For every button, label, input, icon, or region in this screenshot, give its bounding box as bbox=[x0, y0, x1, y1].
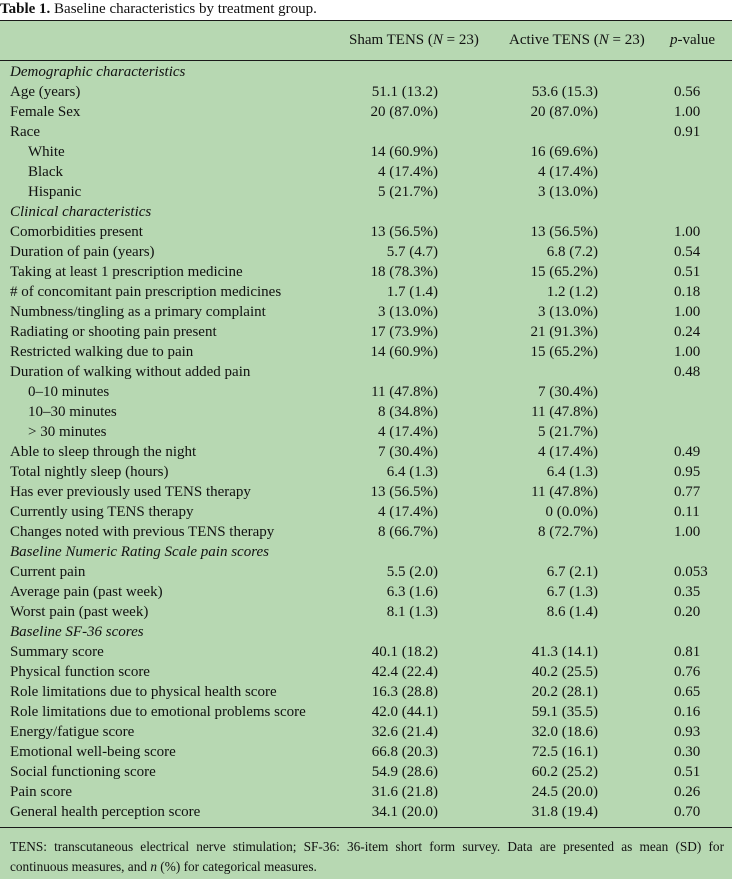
table-row bbox=[0, 682, 732, 702]
table-row bbox=[0, 702, 732, 722]
active-value: 59.1 (35.5) bbox=[531, 704, 598, 720]
sham-value: 42.0 (44.1) bbox=[371, 704, 438, 720]
table-row bbox=[0, 582, 732, 602]
table-row bbox=[0, 182, 732, 202]
table-row bbox=[0, 522, 732, 542]
active-value: 6.7 (1.3) bbox=[546, 584, 598, 600]
sham-value: 20 (87.0%) bbox=[370, 104, 438, 120]
sham-value: 31.6 (21.8) bbox=[371, 784, 438, 800]
active-value: 41.3 (14.1) bbox=[531, 644, 598, 660]
table-row bbox=[0, 362, 732, 382]
table-footnote: TENS: transcutaneous electrical nerve stimulation; SF-36: 36-item short form survey. Data are presented as mean (SD) for continuous measures, and n (%) for categorical measures. bbox=[10, 839, 724, 874]
sham-value: 14 (60.9%) bbox=[370, 144, 438, 160]
sham-value: 51.1 (13.2) bbox=[371, 84, 438, 100]
sham-value: 54.9 (28.6) bbox=[371, 764, 438, 780]
active-value: 0 (0.0%) bbox=[545, 504, 598, 520]
row-label: Duration of walking without added pain bbox=[10, 364, 251, 380]
row-label: Black bbox=[28, 164, 63, 180]
active-value: 15 (65.2%) bbox=[530, 344, 598, 360]
p-value: 0.93 bbox=[674, 724, 701, 740]
row-label: Average pain (past week) bbox=[10, 584, 163, 600]
row-label: Has ever previously used TENS therapy bbox=[10, 484, 251, 500]
section-heading-row bbox=[0, 62, 732, 82]
active-value: 6.8 (7.2) bbox=[546, 244, 598, 260]
row-label: Social functioning score bbox=[10, 764, 156, 780]
active-value: 6.7 (2.1) bbox=[546, 564, 598, 580]
header-active-tens: Active TENS (N = 23) bbox=[509, 32, 645, 48]
sham-value: 5.5 (2.0) bbox=[386, 564, 438, 580]
sham-value: 11 (47.8%) bbox=[371, 384, 438, 400]
active-value: 3 (13.0%) bbox=[538, 184, 598, 200]
sham-value: 32.6 (21.4) bbox=[371, 724, 438, 740]
p-value: 0.95 bbox=[674, 464, 701, 480]
sham-value: 42.4 (22.4) bbox=[371, 664, 438, 680]
row-label: Role limitations due to physical health score bbox=[10, 684, 277, 700]
row-label: General health perception score bbox=[10, 804, 201, 820]
active-value: 8.6 (1.4) bbox=[546, 604, 598, 620]
active-value: 3 (13.0%) bbox=[538, 304, 598, 320]
table-row bbox=[0, 722, 732, 742]
sham-value: 5.7 (4.7) bbox=[386, 244, 438, 260]
active-value: 5 (21.7%) bbox=[538, 424, 598, 440]
row-label: > 30 minutes bbox=[28, 424, 107, 440]
sham-value: 5 (21.7%) bbox=[378, 184, 438, 200]
active-value: 1.2 (1.2) bbox=[546, 284, 598, 300]
table-row bbox=[0, 802, 732, 822]
section-heading-row bbox=[0, 622, 732, 642]
row-label: Numbness/tingling as a primary complaint bbox=[10, 304, 266, 320]
active-value: 13 (56.5%) bbox=[530, 224, 598, 240]
p-value: 1.00 bbox=[674, 104, 701, 120]
table-row bbox=[0, 242, 732, 262]
p-value: 0.91 bbox=[674, 124, 701, 140]
row-label: Pain score bbox=[10, 784, 73, 800]
row-label: Able to sleep through the night bbox=[10, 444, 197, 460]
row-label: Duration of pain (years) bbox=[10, 244, 155, 260]
p-value: 0.30 bbox=[674, 744, 701, 760]
row-label: Energy/fatigue score bbox=[10, 724, 135, 740]
sham-value: 4 (17.4%) bbox=[378, 504, 438, 520]
sham-value: 8 (34.8%) bbox=[378, 404, 438, 420]
row-label: 10–30 minutes bbox=[28, 404, 117, 420]
table-row bbox=[0, 402, 732, 422]
table-row bbox=[0, 502, 732, 522]
sham-value: 17 (73.9%) bbox=[370, 324, 438, 340]
section-heading-row bbox=[0, 202, 732, 222]
row-label: Demographic characteristics bbox=[10, 64, 186, 80]
row-label: Taking at least 1 prescription medicine bbox=[10, 264, 243, 280]
row-label: Emotional well-being score bbox=[10, 744, 176, 760]
active-value: 15 (65.2%) bbox=[530, 264, 598, 280]
active-value: 4 (17.4%) bbox=[538, 444, 598, 460]
sham-value: 1.7 (1.4) bbox=[386, 284, 438, 300]
active-value: 32.0 (18.6) bbox=[531, 724, 598, 740]
sham-value: 14 (60.9%) bbox=[370, 344, 438, 360]
active-value: 21 (91.3%) bbox=[530, 324, 598, 340]
row-label: Role limitations due to emotional problems score bbox=[10, 704, 306, 720]
p-value: 1.00 bbox=[674, 344, 701, 360]
p-value: 0.20 bbox=[674, 604, 701, 620]
row-label: Race bbox=[10, 124, 40, 140]
active-value: 60.2 (25.2) bbox=[531, 764, 598, 780]
active-value: 40.2 (25.5) bbox=[531, 664, 598, 680]
section-heading-row bbox=[0, 542, 732, 562]
sham-value: 34.1 (20.0) bbox=[371, 804, 438, 820]
p-value: 1.00 bbox=[674, 224, 701, 240]
table-caption-text: Baseline characteristics by treatment group. bbox=[54, 1, 317, 17]
row-label: Clinical characteristics bbox=[10, 204, 152, 220]
row-label: Worst pain (past week) bbox=[10, 604, 149, 620]
table-row bbox=[0, 602, 732, 622]
row-label: Comorbidities present bbox=[10, 224, 143, 240]
row-label: 0–10 minutes bbox=[28, 384, 110, 400]
active-value: 72.5 (16.1) bbox=[531, 744, 598, 760]
active-value: 16 (69.6%) bbox=[530, 144, 598, 160]
sham-value: 18 (78.3%) bbox=[370, 264, 438, 280]
table-caption bbox=[0, 0, 317, 19]
p-value: 0.56 bbox=[674, 84, 701, 100]
p-value: 0.18 bbox=[674, 284, 701, 300]
row-label: Summary score bbox=[10, 644, 104, 660]
row-label: White bbox=[28, 144, 65, 160]
row-label: Baseline Numeric Rating Scale pain scores bbox=[10, 544, 269, 560]
active-value: 11 (47.8%) bbox=[531, 404, 598, 420]
table-caption-label: Table 1. bbox=[0, 1, 51, 17]
table-row bbox=[0, 82, 732, 102]
table-row bbox=[0, 662, 732, 682]
active-value: 6.4 (1.3) bbox=[546, 464, 598, 480]
p-value: 0.35 bbox=[674, 584, 701, 600]
table-row bbox=[0, 262, 732, 282]
table-row bbox=[0, 162, 732, 182]
p-value: 0.65 bbox=[674, 684, 701, 700]
p-value: 1.00 bbox=[674, 304, 701, 320]
p-value: 0.76 bbox=[674, 664, 701, 680]
table-row bbox=[0, 482, 732, 502]
row-label: Currently using TENS therapy bbox=[10, 504, 194, 520]
table-row bbox=[0, 642, 732, 662]
table-row bbox=[0, 382, 732, 402]
row-label: Age (years) bbox=[10, 84, 81, 100]
active-value: 11 (47.8%) bbox=[531, 484, 598, 500]
row-label: Hispanic bbox=[28, 184, 82, 200]
sham-value: 6.3 (1.6) bbox=[386, 584, 438, 600]
p-value: 0.16 bbox=[674, 704, 701, 720]
row-label: Female Sex bbox=[10, 104, 81, 120]
table-row bbox=[0, 102, 732, 122]
table-row bbox=[0, 142, 732, 162]
p-value: 0.11 bbox=[674, 504, 700, 520]
sham-value: 13 (56.5%) bbox=[370, 484, 438, 500]
sham-value: 8 (66.7%) bbox=[378, 524, 438, 540]
sham-value: 66.8 (20.3) bbox=[371, 744, 438, 760]
table-row bbox=[0, 222, 732, 242]
header-sham-tens: Sham TENS (N = 23) bbox=[349, 32, 479, 48]
row-label: # of concomitant pain prescription medicines bbox=[10, 284, 282, 300]
sham-value: 16.3 (28.8) bbox=[371, 684, 438, 700]
table-row bbox=[0, 742, 732, 762]
p-value: 0.54 bbox=[674, 244, 701, 260]
p-value: 0.81 bbox=[674, 644, 701, 660]
row-label: Physical function score bbox=[10, 664, 150, 680]
row-label: Current pain bbox=[10, 564, 86, 580]
sham-value: 4 (17.4%) bbox=[378, 164, 438, 180]
p-value: 0.49 bbox=[674, 444, 701, 460]
row-label: Changes noted with previous TENS therapy bbox=[10, 524, 275, 540]
sham-value: 13 (56.5%) bbox=[370, 224, 438, 240]
table-row bbox=[0, 302, 732, 322]
sham-value: 6.4 (1.3) bbox=[386, 464, 438, 480]
table-row bbox=[0, 562, 732, 582]
row-label: Total nightly sleep (hours) bbox=[10, 464, 169, 480]
p-value: 0.70 bbox=[674, 804, 701, 820]
table-row bbox=[0, 782, 732, 802]
active-value: 20.2 (28.1) bbox=[531, 684, 598, 700]
sham-value: 40.1 (18.2) bbox=[371, 644, 438, 660]
p-value: 0.053 bbox=[674, 564, 708, 580]
p-value: 0.77 bbox=[674, 484, 701, 500]
sham-value: 3 (13.0%) bbox=[378, 304, 438, 320]
row-label: Restricted walking due to pain bbox=[10, 344, 194, 360]
table-row bbox=[0, 462, 732, 482]
bottom-rule bbox=[0, 827, 732, 828]
table-row bbox=[0, 762, 732, 782]
active-value: 7 (30.4%) bbox=[538, 384, 598, 400]
p-value: 0.51 bbox=[674, 264, 701, 280]
row-label: Baseline SF-36 scores bbox=[10, 624, 144, 640]
active-value: 20 (87.0%) bbox=[530, 104, 598, 120]
p-value: 0.26 bbox=[674, 784, 701, 800]
p-value: 0.51 bbox=[674, 764, 701, 780]
header-rule bbox=[0, 60, 732, 61]
top-rule bbox=[0, 20, 732, 21]
table-row bbox=[0, 442, 732, 462]
active-value: 24.5 (20.0) bbox=[531, 784, 598, 800]
active-value: 8 (72.7%) bbox=[538, 524, 598, 540]
table-row bbox=[0, 342, 732, 362]
p-value: 0.48 bbox=[674, 364, 701, 380]
table-row bbox=[0, 322, 732, 342]
table-row bbox=[0, 422, 732, 442]
p-value: 1.00 bbox=[674, 524, 701, 540]
table-row bbox=[0, 282, 732, 302]
table-row bbox=[0, 122, 732, 142]
sham-value: 4 (17.4%) bbox=[378, 424, 438, 440]
active-value: 31.8 (19.4) bbox=[531, 804, 598, 820]
row-label: Radiating or shooting pain present bbox=[10, 324, 217, 340]
sham-value: 8.1 (1.3) bbox=[386, 604, 438, 620]
active-value: 4 (17.4%) bbox=[538, 164, 598, 180]
p-value: 0.24 bbox=[674, 324, 701, 340]
table-panel bbox=[0, 20, 732, 879]
active-value: 53.6 (15.3) bbox=[531, 84, 598, 100]
header-p-value: p-value bbox=[670, 32, 715, 48]
sham-value: 7 (30.4%) bbox=[378, 444, 438, 460]
